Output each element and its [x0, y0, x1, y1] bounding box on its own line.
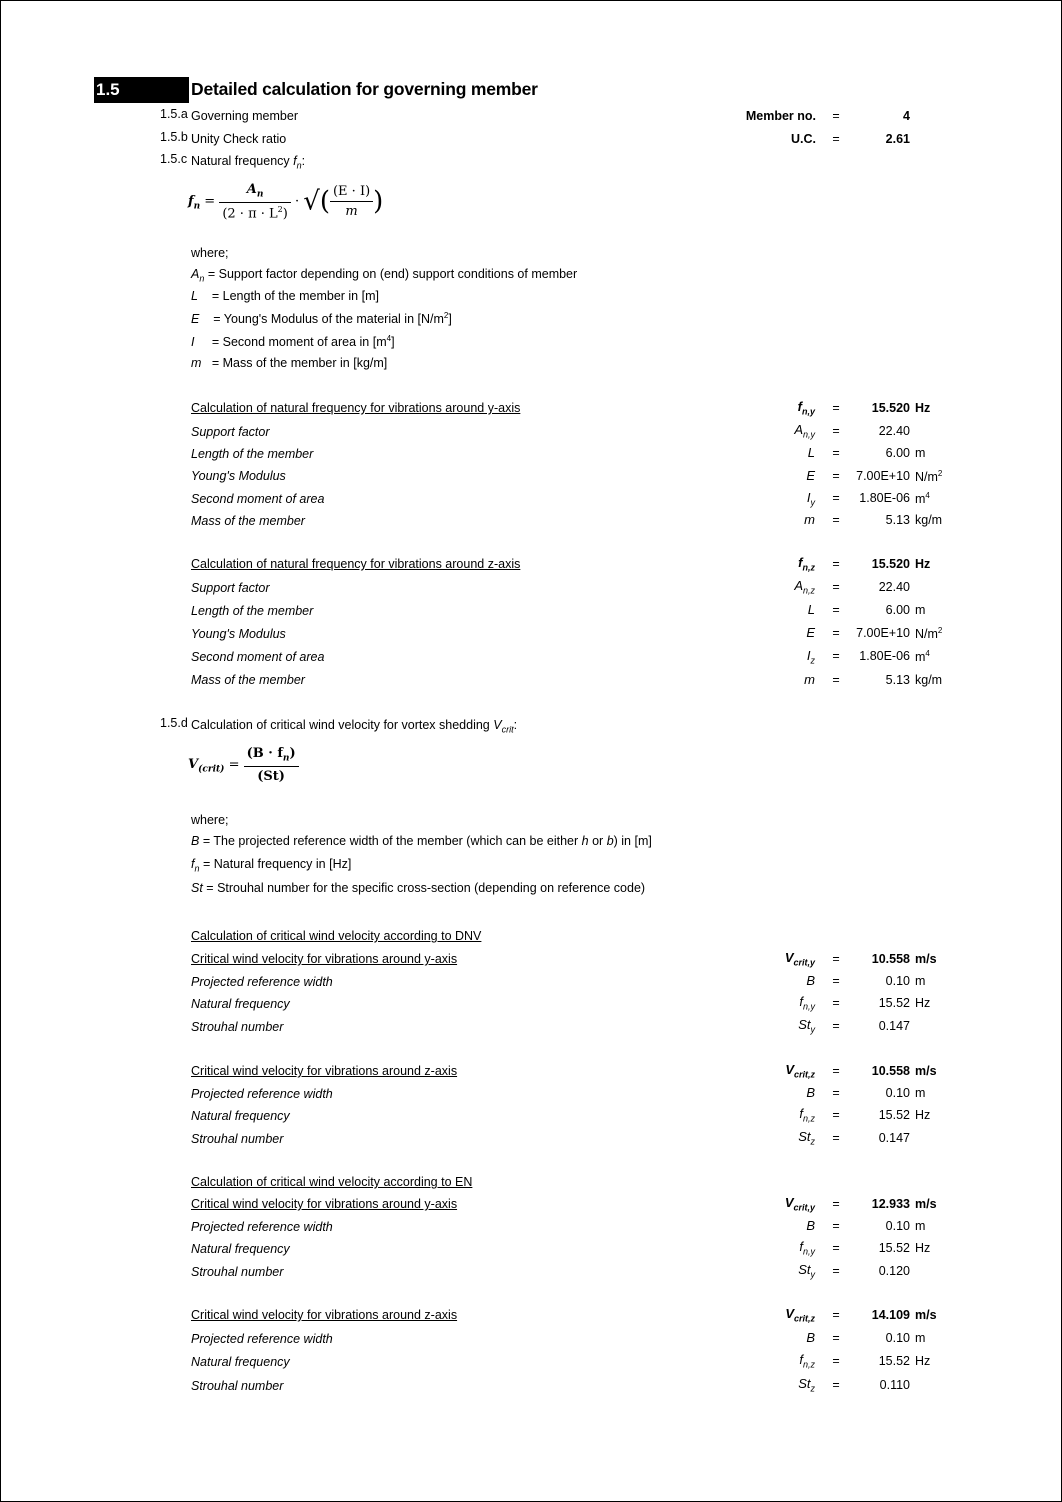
uc-value: 2.61	[885, 132, 910, 146]
param-symbol: $A_{n,y}$	[794, 422, 815, 440]
param-symbol: $I_z$	[806, 648, 815, 666]
param-unit: Hz	[915, 996, 931, 1010]
item-number: 1.5.b	[160, 130, 188, 144]
equals-sign: =	[832, 580, 840, 594]
where-label: where;	[191, 813, 229, 827]
natural-frequency-formula: $f_n$ = $\frac{A_n}{(2 \cdot \pi \cdot L^2)}$ · √( $\frac{(E \cdot I)}{m}$ )	[188, 182, 384, 221]
equals-sign: =	[832, 1086, 840, 1100]
equals-sign: =	[832, 1108, 840, 1122]
param-symbol: B	[806, 1330, 815, 1345]
critical-velocity-formula: $V_{(crit)}$ = $\frac{(B \cdot f_n)}{(St)}$	[188, 746, 299, 784]
equals-sign: =	[832, 649, 840, 663]
equals-sign: =	[832, 1264, 840, 1278]
param-label: Young's Modulus	[191, 627, 286, 641]
param-symbol: $St_z$	[798, 1129, 815, 1147]
param-value: 7.00E+10	[856, 626, 910, 640]
natural-frequency-heading: Natural frequency $f_n$:	[191, 154, 306, 171]
param-symbol: $f_{n,z}$	[799, 1106, 815, 1124]
equals-sign: =	[832, 1378, 840, 1392]
param-label: Mass of the member	[191, 673, 305, 687]
param-unit: m	[915, 1086, 926, 1100]
item-number: 1.5.c	[160, 152, 188, 166]
equals-sign: =	[832, 557, 840, 571]
param-unit: $m^4$	[915, 491, 930, 507]
equals-sign: =	[832, 1241, 840, 1255]
param-symbol: $St_y$	[798, 1262, 815, 1280]
param-label: Young's Modulus	[191, 469, 286, 483]
equals-sign: =	[832, 974, 840, 988]
param-unit: kg/m	[915, 673, 943, 687]
param-label: Projected reference width	[191, 1332, 333, 1346]
param-label: Support factor	[191, 581, 270, 595]
equals-sign: =	[832, 673, 840, 687]
param-symbol: $A_{n,z}$	[794, 578, 815, 596]
equals-sign: =	[832, 1219, 840, 1233]
param-label: Strouhal number	[191, 1020, 284, 1034]
equals-sign: =	[832, 603, 840, 617]
result-unit: m/s	[915, 1197, 937, 1211]
param-unit: m	[915, 603, 926, 617]
result-value: 12.933	[871, 1197, 910, 1211]
param-value: 0.147	[878, 1019, 910, 1033]
param-label: Natural frequency	[191, 1242, 290, 1256]
param-symbol: $f_{n,z}$	[799, 1352, 815, 1370]
param-symbol: $f_{n,y}$	[799, 994, 815, 1012]
result-unit: m/s	[915, 952, 937, 966]
param-value: 15.52	[878, 1108, 910, 1122]
section-title: Detailed calculation for governing member	[191, 79, 538, 99]
param-value: 0.10	[885, 974, 910, 988]
result-value: 14.109	[871, 1308, 910, 1322]
param-value: 0.120	[878, 1264, 910, 1278]
param-symbol: $I_y$	[806, 490, 815, 508]
freq-y-title: Calculation of natural frequency for vibrations around y-axis	[191, 401, 521, 415]
param-symbol: $St_z$	[798, 1376, 815, 1394]
equals-sign: =	[832, 1331, 840, 1345]
equals-sign: =	[832, 513, 840, 527]
result-value: 10.558	[871, 1064, 910, 1078]
equals-sign: =	[832, 132, 840, 146]
param-symbol: m	[804, 672, 815, 687]
equals-sign: =	[832, 952, 840, 966]
en-z-title: Critical wind velocity for vibrations around z-axis	[191, 1308, 458, 1322]
param-symbol: $f_{n,y}$	[799, 1239, 815, 1257]
param-label: Projected reference width	[191, 975, 333, 989]
param-value: 7.00E+10	[856, 469, 910, 483]
equals-sign: =	[832, 491, 840, 505]
param-value: 15.52	[878, 996, 910, 1010]
param-unit: Hz	[915, 1354, 931, 1368]
param-value: 15.52	[878, 1354, 910, 1368]
member-no-label: Member no.	[745, 109, 816, 123]
param-value: 15.52	[878, 1241, 910, 1255]
member-no-value: 4	[903, 109, 910, 123]
param-label: Natural frequency	[191, 1355, 290, 1369]
result-symbol: $f_{n,y}$	[797, 399, 815, 417]
equals-sign: =	[832, 1308, 840, 1322]
equals-sign: =	[832, 1131, 840, 1145]
section-number: 1.5	[96, 80, 120, 99]
equals-sign: =	[832, 424, 840, 438]
where-line: $f_n$ = Natural frequency in [Hz]	[191, 857, 352, 874]
dnv-title: Calculation of critical wind velocity according to DNV	[191, 929, 482, 943]
param-label: Projected reference width	[191, 1220, 333, 1234]
result-value: 15.520	[871, 401, 910, 415]
param-value: 5.13	[885, 673, 910, 687]
param-value: 22.40	[878, 580, 910, 594]
where-line: L = Length of the member in [m]	[191, 289, 379, 303]
where-line: m = Mass of the member in [kg/m]	[191, 356, 388, 370]
param-label: Length of the member	[191, 447, 314, 461]
result-unit: Hz	[915, 557, 931, 571]
item-label: Governing member	[191, 109, 298, 123]
result-symbol: $V_{crit,z}$	[785, 1306, 815, 1324]
param-symbol: m	[804, 512, 815, 527]
where-line: B = The projected reference width of the member (which can be either h or b) in [m]	[191, 834, 652, 848]
param-label: Mass of the member	[191, 514, 305, 528]
result-unit: m/s	[915, 1064, 937, 1078]
result-value: 15.520	[871, 557, 910, 571]
param-value: 1.80E-06	[859, 649, 910, 663]
where-label: where;	[191, 246, 229, 260]
param-label: Length of the member	[191, 604, 314, 618]
where-line: E = Young's Modulus of the material in $[N/m^2]$	[191, 311, 452, 327]
result-unit: m/s	[915, 1308, 937, 1322]
freq-z-title: Calculation of natural frequency for vibrations around z-axis	[191, 557, 521, 571]
where-line: I = Second moment of area in $[m^4]$	[191, 334, 395, 350]
param-label: Support factor	[191, 425, 270, 439]
where-line: $A_n$ = Support factor depending on (end) support conditions of member	[191, 267, 578, 284]
dnv-y-title: Critical wind velocity for vibrations around y-axis	[191, 952, 458, 966]
param-symbol: L	[807, 602, 815, 617]
param-unit: $m^4$	[915, 649, 930, 665]
equals-sign: =	[832, 1354, 840, 1368]
result-value: 10.558	[871, 952, 910, 966]
param-symbol: B	[806, 973, 815, 988]
equals-sign: =	[832, 469, 840, 483]
param-unit: kg/m	[915, 513, 943, 527]
param-value: 6.00	[885, 603, 910, 617]
param-symbol: B	[806, 1085, 815, 1100]
param-value: 0.10	[885, 1331, 910, 1345]
param-unit: m	[915, 1331, 926, 1345]
param-label: Projected reference width	[191, 1087, 333, 1101]
equals-sign: =	[832, 109, 840, 123]
en-y-title: Critical wind velocity for vibrations around y-axis	[191, 1197, 458, 1211]
equals-sign: =	[832, 401, 840, 415]
param-unit: m	[915, 1219, 926, 1233]
param-value: 6.00	[885, 446, 910, 460]
en-title: Calculation of critical wind velocity according to EN	[191, 1175, 473, 1189]
equals-sign: =	[832, 1019, 840, 1033]
equals-sign: =	[832, 626, 840, 640]
param-symbol: B	[806, 1218, 815, 1233]
param-symbol: E	[806, 625, 815, 640]
param-label: Strouhal number	[191, 1265, 284, 1279]
param-label: Strouhal number	[191, 1379, 284, 1393]
where-line: St = Strouhal number for the specific cross-section (depending on reference code)	[191, 881, 646, 895]
result-symbol: $V_{crit,y}$	[784, 950, 815, 968]
uc-label: U.C.	[791, 132, 816, 146]
param-label: Natural frequency	[191, 1109, 290, 1123]
equals-sign: =	[832, 996, 840, 1010]
param-value: 5.13	[885, 513, 910, 527]
param-unit: Hz	[915, 1108, 931, 1122]
equals-sign: =	[832, 1197, 840, 1211]
result-symbol: $V_{crit,y}$	[784, 1195, 815, 1213]
param-value: 0.147	[878, 1131, 910, 1145]
param-unit: m	[915, 974, 926, 988]
dnv-z-title: Critical wind velocity for vibrations around z-axis	[191, 1064, 458, 1078]
param-unit: Hz	[915, 1241, 931, 1255]
critical-velocity-heading: Calculation of critical wind velocity for vortex shedding $V_{crit}$:	[191, 718, 518, 735]
section-number-box	[94, 77, 189, 103]
result-symbol: $V_{crit,z}$	[785, 1062, 815, 1080]
item-number: 1.5.d	[160, 716, 188, 730]
param-label: Second moment of area	[191, 650, 325, 664]
equals-sign: =	[832, 446, 840, 460]
param-value: 0.110	[879, 1378, 910, 1392]
param-value: 22.40	[878, 424, 910, 438]
param-unit: $N/m^2$	[915, 469, 943, 485]
equals-sign: =	[832, 1064, 840, 1078]
param-label: Strouhal number	[191, 1132, 284, 1146]
param-symbol: E	[806, 468, 815, 483]
param-unit: m	[915, 446, 926, 460]
param-symbol: $St_y$	[798, 1017, 815, 1035]
param-value: 0.10	[885, 1219, 910, 1233]
param-label: Second moment of area	[191, 492, 325, 506]
param-value: 1.80E-06	[859, 491, 910, 505]
param-unit: $N/m^2$	[915, 626, 943, 642]
param-label: Natural frequency	[191, 997, 290, 1011]
param-value: 0.10	[885, 1086, 910, 1100]
result-symbol: $f_{n,z}$	[798, 555, 815, 573]
item-label: Unity Check ratio	[191, 132, 287, 146]
item-number: 1.5.a	[160, 107, 188, 121]
result-unit: Hz	[915, 401, 931, 415]
param-symbol: L	[807, 445, 815, 460]
